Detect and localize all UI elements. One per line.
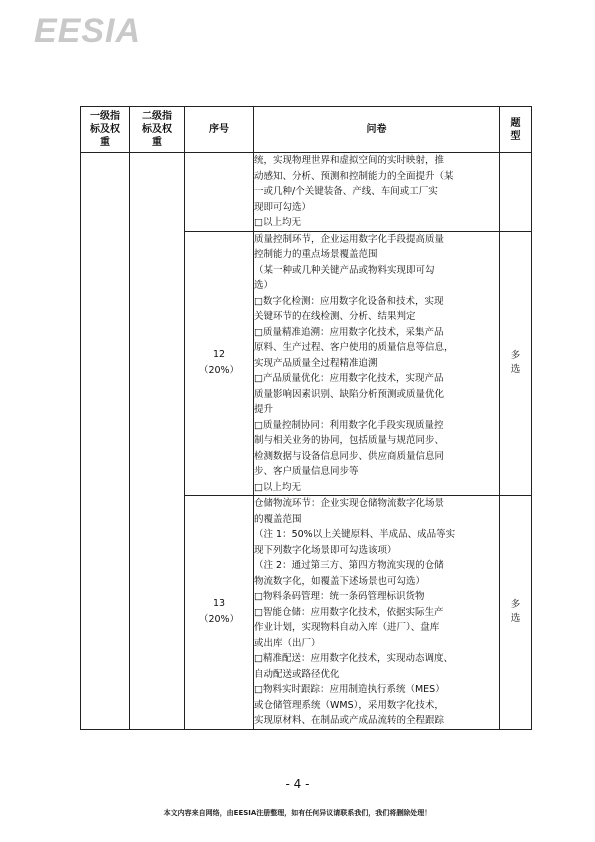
question-line: 作业计划，实现物料自动入库（进厂）、盘库	[254, 622, 440, 633]
seq-cell	[185, 496, 254, 730]
question-type: 选	[510, 613, 521, 625]
question-line: 统，实现物理世界和虚拟空间的实时映射，推	[254, 155, 445, 166]
header-question: 问卷	[254, 107, 500, 153]
question-line: 选）	[254, 280, 274, 291]
question-line: 仓储物流环节：企业实现仓储物流数字化场景	[254, 498, 445, 509]
option-quality-tracing[interactable]: □质量精准追溯：应用数字化技术，采集产品	[254, 326, 444, 338]
footer-disclaimer: 本文内容来自网络，由EESIA注册整理，如有任何异议请联系我们，我们将删除处理！	[163, 809, 432, 817]
option-digital-inspection[interactable]: □数字化检测：应用数字化设备和技术，实现	[254, 295, 444, 307]
question-line: 动感知、分析、预测和控制能力的全面提升（某	[254, 170, 454, 182]
option-none[interactable]: □以上均无	[254, 217, 301, 228]
question-line: 或出库（出厂）	[254, 637, 321, 649]
question-line: 步、客户质量信息同步等	[254, 466, 359, 477]
seq-cell	[185, 231, 254, 496]
option-none[interactable]: □以上均无	[254, 481, 301, 493]
question-line: （某一种或几种关键产品或物料实现即可勾	[254, 264, 435, 276]
level2-cell	[130, 153, 185, 730]
seq-cell	[185, 153, 254, 232]
question-line: 一或几种/个关键装备、产线、车间或工厂实	[254, 186, 438, 197]
question-line: 实现原材料、在制品或产成品流转的全程跟踪	[254, 715, 445, 726]
question-cell	[254, 231, 500, 496]
question-line: 质量影响因素识别、缺陷分析预测或质量优化	[254, 388, 445, 400]
question-cell	[254, 153, 500, 232]
question-note: 现下列数字化场景即可勾选该项）	[254, 544, 397, 556]
type-cell	[500, 496, 532, 730]
table-header-row	[81, 107, 532, 153]
question-number: 12	[212, 349, 226, 361]
question-line: 或仓储管理系统（WMS），采用数字化技术，	[254, 699, 444, 711]
question-cell	[254, 496, 500, 730]
question-line: 提升	[254, 404, 274, 415]
question-line: 关键环节的在线检测、分析、结果判定	[254, 311, 416, 322]
option-smart-warehousing[interactable]: □智能仓储：应用数字化技术，依据实际生产	[254, 606, 444, 618]
question-line: 原料、生产过程、客户使用的质量信息等信息，	[254, 342, 454, 353]
level1-cell	[81, 153, 130, 730]
question-type: 多	[510, 350, 521, 362]
option-quality-optimization[interactable]: □产品质量优化：应用数字化技术，实现产品	[254, 373, 444, 384]
question-note: 物流数字化，如覆盖下述场景也可勾选）	[254, 575, 426, 587]
page-number: - 4 -	[285, 777, 310, 791]
question-line: 实现产品质量全过程精准追溯	[254, 357, 378, 369]
type-cell	[500, 231, 532, 496]
question-line: 制与相关业务的协同，包括质量与规范同步、	[254, 435, 445, 446]
header-seq: 序号	[185, 107, 254, 153]
option-quality-collaboration[interactable]: □质量控制协同：利用数字化手段实现质量控	[254, 419, 444, 431]
question-note: （注 2：通过第三方、第四方物流实现的仓储	[254, 560, 444, 571]
question-weight: （20%）	[198, 365, 240, 377]
question-number: 13	[212, 598, 226, 610]
header-type: 题 型	[500, 107, 532, 153]
question-weight: （20%）	[198, 614, 240, 626]
type-cell	[500, 153, 532, 232]
option-barcode-management[interactable]: □物料条码管理：统一条码管理标识货物	[254, 591, 425, 602]
eesia-logo: EESIA	[34, 12, 142, 50]
table-row	[81, 153, 532, 232]
option-precise-delivery[interactable]: □精准配送：应用数字化技术，实现动态调度、	[254, 653, 453, 664]
question-type: 多	[510, 599, 521, 611]
question-line: 现即可勾选）	[254, 201, 312, 213]
question-line: 质量控制环节，企业运用数字化手段提高质量	[254, 233, 445, 245]
header-level2-indicator: 二级指 标及权 重	[130, 107, 185, 153]
question-type: 选	[510, 364, 521, 376]
question-line: 的覆盖范围	[254, 513, 302, 525]
question-note: （注 1：50%以上关键原料、半成品、成品等实	[254, 529, 456, 540]
header-level1-indicator: 一级指 标及权 重	[81, 107, 130, 153]
questionnaire-table	[80, 106, 532, 730]
question-line: 自动配送或路径优化	[254, 668, 340, 680]
question-line: 检测数据与设备信息同步、供应商质量信息同	[254, 450, 445, 462]
option-realtime-tracking[interactable]: □物料实时跟踪：应用制造执行系统（MES）	[254, 684, 445, 695]
question-line: 控制能力的重点场景覆盖范围	[254, 249, 378, 260]
